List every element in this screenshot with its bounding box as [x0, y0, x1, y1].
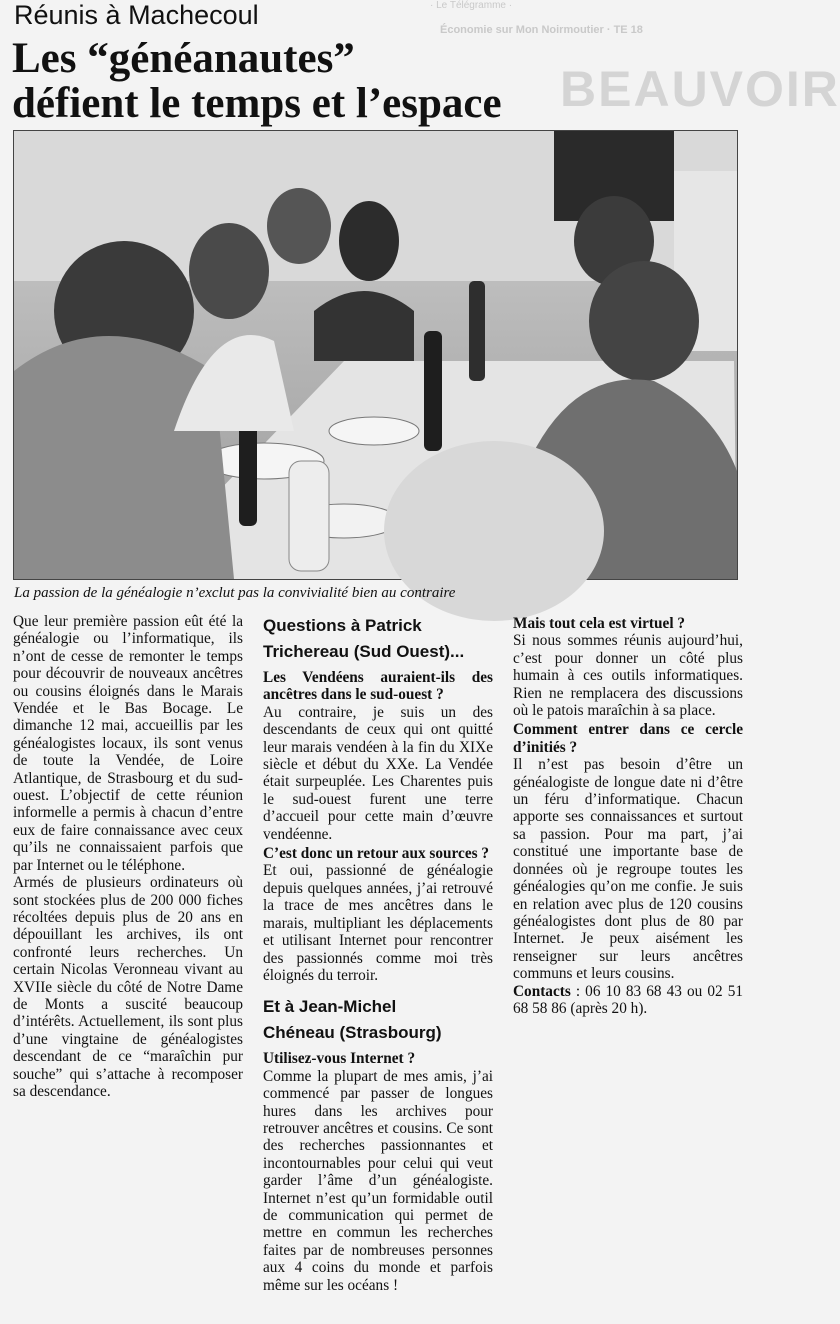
interview-question: Mais tout cela est virtuel ?: [513, 615, 686, 632]
interview-question: Comment entrer dans ce cercle d’initiés ?: [513, 721, 743, 756]
interview-question: C’est donc un retour aux sources ?: [263, 845, 490, 863]
intro-paragraph: Armés de plusieurs ordinateurs où sont stockées plus de 200 000 fiches récoltées depuis plus de 20 ans en dépouillant les archives, ils ont confronté leurs recherches. Un certain Nicolas Veronneau vivant au XVIIe siècle du côté de Notre Dame de Monts a suscité beaucoup d’intérêts. Actuellement, ils sont plus d’une vingtaine de généalogistes descendant de ce “maraîchin pur souche” qui s’attache à recomposer sa descendance.: [13, 874, 243, 1100]
interview-question: Les Vendéens auraient-ils des ancêtres dans le sud-ouest ?: [263, 669, 493, 704]
interview-title-line: Chéneau (Strasbourg): [263, 1023, 442, 1043]
interview-title-line: Et à Jean-Michel: [263, 997, 397, 1017]
interview-answer: Si nous sommes réunis aujourd’hui, c’est pour donner un côté plus humain à ces outils informatiques. Rien ne remplacera des discussions où le patois maraîchin à sa place.: [513, 632, 743, 720]
bleed-through-headline: BEAUVOIR: [560, 61, 840, 117]
person: [589, 261, 699, 381]
interview-answer: Comme la plupart de mes amis, j’ai commencé par passer de longues hures dans les archives pour retrouver ancêtres et cousins. Ce sont des recherches passionnantes et incontournables pour celui qui veut garder l’âme d’un généalogiste. Internet n’est qu’un formidable outil de communication qui permet de mettre en commun les recherches faites par de nombreuses personnes aux 4 coins du monde et parfois même sur les océans !: [263, 1067, 493, 1294]
contacts-label: Contacts: [513, 982, 571, 1000]
photo-caption: La passion de la généalogie n’exclut pas la convivialité bien au contraire: [14, 585, 456, 601]
column-2: [263, 613, 493, 1294]
water-carafe: [289, 461, 329, 571]
person: [189, 223, 269, 319]
article-headline: [12, 36, 712, 126]
interview-question: Utilisez-vous Internet ?: [263, 1050, 416, 1068]
wine-bottle: [424, 331, 442, 451]
contacts-numbers: : 06 10 83 68 43 ou 02 51 68 58 86 (après 20 h).: [513, 982, 743, 1017]
article-photo: [13, 130, 738, 580]
interview-title-line: Questions à Patrick: [263, 616, 422, 635]
intro-paragraph: Que leur première passion eût été la généalogie ou l’informatique, ils n’ont de cesse de remonter le temps pour découvrir de nouveaux ancêtres ou cousins éloignés dans le Marais Vendée et le Bas Bocage. Le dimanche 12 mai, accueillis par les généalogistes locaux, ils sont venus de toute la Vendée, de Loire Atlantique, de Strasbourg et du sud-ouest. L’objectif de cette réunion informelle a permis à chacun d’entre eux de faire connaissance avec ceux qu’ils ne connaissaient parfois que par Internet ou le téléphone.: [13, 613, 243, 874]
interview-answer: Il n’est pas besoin d’être un généalogiste de longue date ni d’être un féru d’informatique. Chacun apporte ses connaissances et surtout sa passion. Pour ma part, j’ai constitué une importante base de données où je regroupe toutes les généalogies qu’on me confie. Je suis en relation avec plus de 120 cousins généalogistes dont plus de 80 par Internet. Je peux aisément les renseigner sur leurs ancêtres communs et leurs cousins.: [513, 756, 743, 983]
headline-line-2: défient le temps et l’espace: [12, 80, 502, 127]
dinner-table-photo: [14, 131, 737, 579]
interview-answer: Et oui, passionné de généalogie depuis quelques années, j’ai retrouvé la trace de mes ancêtres dans le marais, multipliant les déplacements et utilisant Internet pour rencontrer des passionnés comme moi très éloignés du terroir.: [263, 862, 493, 984]
interview-title-line: Trichereau (Sud Ouest)...: [263, 642, 465, 661]
person: [267, 188, 331, 264]
column-3: [513, 613, 743, 1017]
headline-line-1: Les “généanautes”: [12, 35, 355, 82]
interview-answer: Au contraire, je suis un des descendants de ceux qui ont quitté leur marais vendéen à la fin du XIXe siècle et début du XXe. La Vendée était surpeuplée. Les Charentes puis le sud-ouest furent une terre d’accueil pour cette main d’œuvre vendéenne.: [263, 703, 493, 843]
bleed-through-text: Économie sur Mon Noirmoutier · TE 18: [440, 24, 643, 36]
article-kicker: Réunis à Machecoul: [14, 0, 259, 30]
bleed-through-text: · Le Télégramme ·: [430, 0, 513, 11]
interview-title-patrick: [263, 613, 493, 665]
person: [339, 201, 399, 281]
column-1: [13, 613, 243, 1100]
interview-title-jean-michel: [263, 994, 493, 1046]
contacts: [513, 983, 743, 1018]
wine-bottle: [469, 281, 485, 381]
